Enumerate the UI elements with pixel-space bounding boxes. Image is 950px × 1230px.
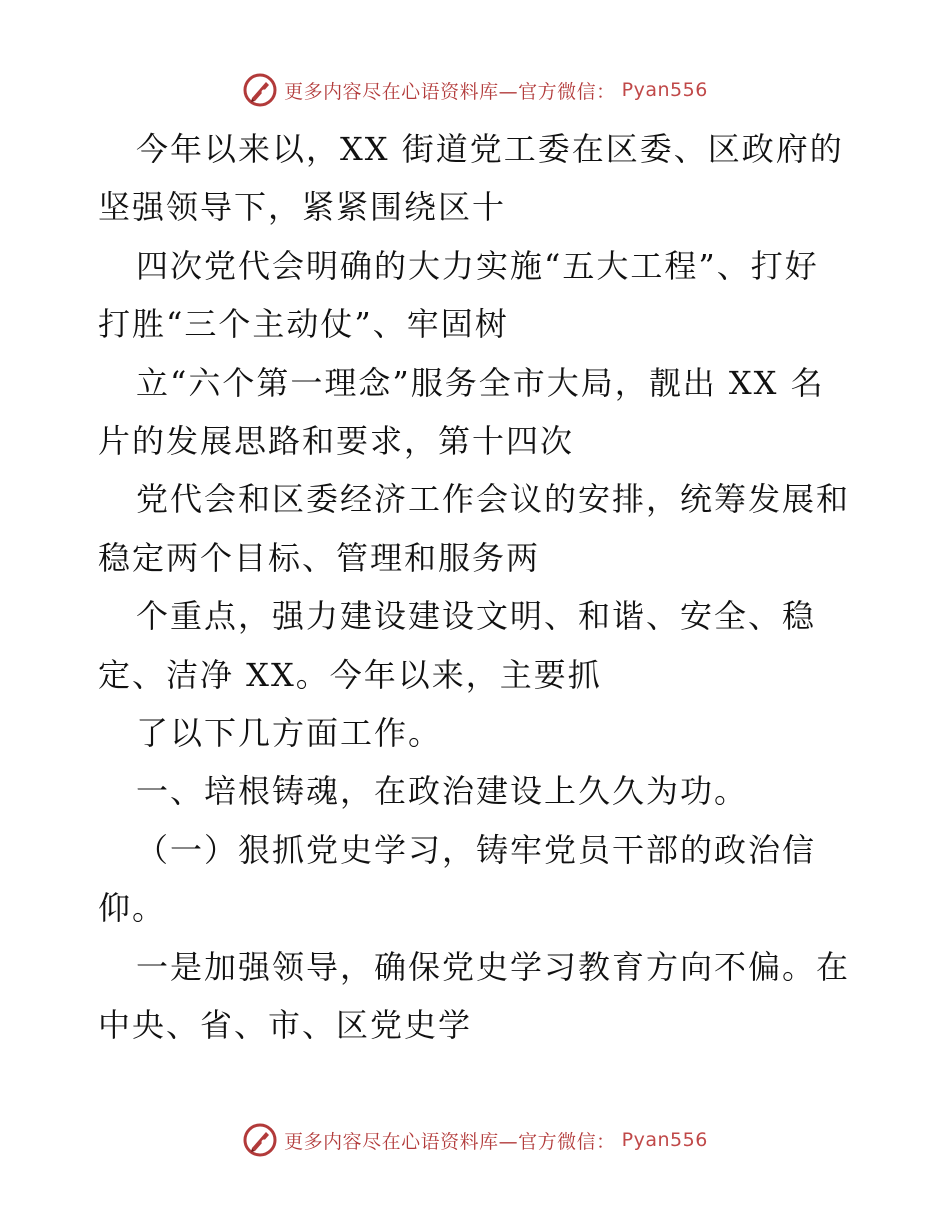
body-line: 打胜“三个主动仗”、牢固树 — [98, 305, 509, 344]
section-heading: 一、培根铸魂，在政治建设上久久为功。 — [136, 772, 749, 811]
body-line: 仰。 — [98, 889, 167, 928]
pen-in-circle-icon — [242, 72, 278, 108]
body-line: 个重点，强力建设建设文明、和谐、安全、稳 — [136, 597, 817, 636]
watermark-text: 更多内容尽在心语资料库—官方微信： — [284, 1130, 616, 1153]
body-line: 坚强领导下，紧紧围绕区十 — [98, 188, 507, 227]
watermark-text: 更多内容尽在心语资料库—官方微信： — [284, 80, 616, 103]
subsection-heading: （一）狠抓党史学习，铸牢党员干部的政治信 — [136, 830, 817, 869]
body-line: 一是加强领导，确保党史学习教育方向不偏。在 — [136, 947, 851, 986]
document-body — [98, 120, 858, 1055]
body-line: 四次党代会明确的大力实施“五大工程”、打好 — [136, 246, 819, 285]
body-line: 了以下几方面工作。 — [136, 714, 443, 753]
body-line: 今年以来以，XX 街道党工委在区委、区政府的 — [136, 130, 844, 168]
body-line: 定、洁净 XX。今年以来，主要抓 — [98, 655, 602, 694]
header-watermark — [0, 70, 950, 110]
watermark-account: Pyan556 — [621, 79, 708, 101]
body-line: 立“六个第一理念”服务全市大局，靓出 XX 名 — [136, 363, 825, 402]
body-line: 中央、省、市、区党史学 — [98, 1006, 473, 1045]
body-line: 党代会和区委经济工作会议的安排，统筹发展和 — [136, 480, 851, 519]
body-line: 片的发展思路和要求，第十四次 — [98, 422, 575, 461]
body-line: 稳定两个目标、管理和服务两 — [98, 538, 541, 577]
footer-watermark — [0, 1120, 950, 1160]
pen-in-circle-icon — [242, 1122, 278, 1158]
watermark-account: Pyan556 — [621, 1129, 708, 1151]
